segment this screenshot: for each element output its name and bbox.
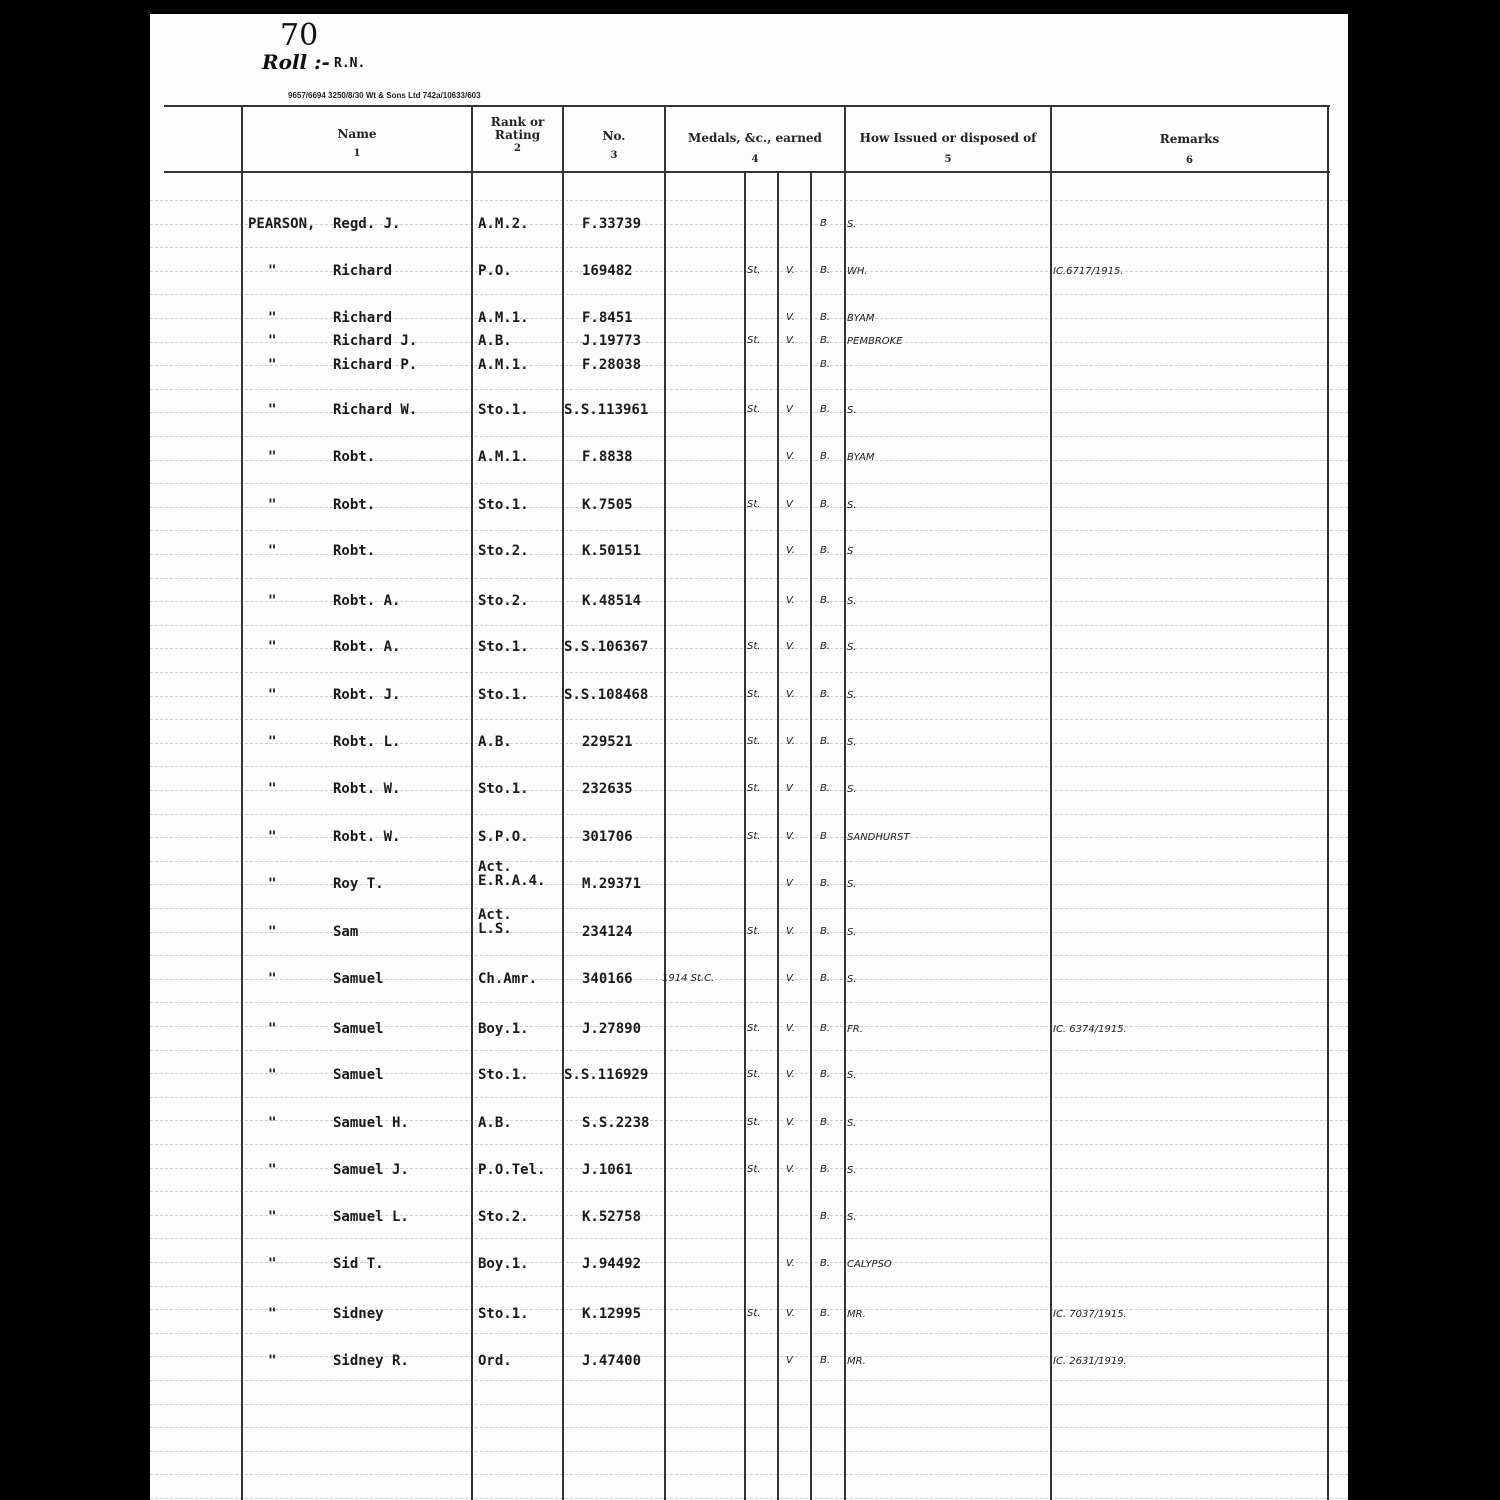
service-number-cell: 234124 bbox=[582, 924, 633, 940]
medal-victory-cell: V. bbox=[786, 1117, 795, 1128]
service-number-cell: J.19773 bbox=[582, 333, 642, 349]
medal-victory-cell: V. bbox=[786, 265, 795, 276]
top-border-line bbox=[164, 105, 1330, 107]
medal-victory-cell: V. bbox=[786, 641, 795, 652]
medal-note-cell: 1914 St.C. bbox=[662, 973, 715, 984]
issued-cell: FR. bbox=[847, 1024, 863, 1035]
surname-cell: " bbox=[268, 734, 277, 750]
medal-victory-cell: V. bbox=[786, 595, 795, 606]
medal-victory-cell: V. bbox=[786, 1164, 795, 1175]
surname-cell: " bbox=[268, 1067, 277, 1083]
ruled-line bbox=[150, 530, 1348, 532]
medal-victory-cell: V. bbox=[786, 1069, 795, 1080]
column-divider-medals bbox=[664, 105, 666, 1500]
surname-cell: " bbox=[268, 876, 277, 892]
surname-cell: PEARSON, bbox=[248, 216, 316, 232]
issued-cell: S. bbox=[847, 1070, 857, 1081]
service-number-cell: K.7505 bbox=[582, 497, 633, 513]
medal-british-cell: B. bbox=[820, 1117, 831, 1128]
ruled-line bbox=[150, 955, 1348, 957]
remarks-cell: IC. 6374/1915. bbox=[1053, 1024, 1127, 1035]
rank-cell: Act. bbox=[478, 859, 512, 875]
given-name-cell: Richard bbox=[333, 310, 393, 326]
rank-cell: Ord. bbox=[478, 1353, 512, 1369]
header-remarks-label: Remarks bbox=[1159, 132, 1220, 146]
ruled-line bbox=[150, 908, 1348, 910]
given-name-cell: Robt. W. bbox=[333, 781, 401, 797]
medal-british-cell: B. bbox=[820, 1069, 831, 1080]
service-number-cell: 340166 bbox=[582, 971, 633, 987]
surname-cell: " bbox=[268, 924, 277, 940]
rank-cell: Ch.Amr. bbox=[478, 971, 538, 987]
issued-cell: SANDHURST bbox=[847, 832, 910, 843]
rank-cell: Sto.2. bbox=[478, 543, 529, 559]
ruled-line bbox=[150, 436, 1348, 438]
medal-british-cell: B. bbox=[820, 595, 831, 606]
medal-victory-cell: V. bbox=[786, 1023, 795, 1034]
medal-british-cell: B. bbox=[820, 545, 831, 556]
service-number-cell: 232635 bbox=[582, 781, 633, 797]
column-divider-remarks bbox=[1050, 105, 1052, 1500]
remarks-cell: IC. 7037/1915. bbox=[1053, 1309, 1127, 1320]
medal-star-cell: St. bbox=[747, 926, 761, 937]
given-name-cell: Samuel bbox=[333, 1021, 384, 1037]
medal-victory-cell: V. bbox=[786, 689, 795, 700]
ruled-line bbox=[150, 1404, 1348, 1406]
given-name-cell: Samuel J. bbox=[333, 1162, 409, 1178]
medal-british-cell: B. bbox=[820, 404, 831, 415]
medal-british-cell: B. bbox=[820, 265, 831, 276]
ruled-line bbox=[150, 1144, 1348, 1146]
surname-cell: " bbox=[268, 333, 277, 349]
ruled-line bbox=[150, 554, 1348, 556]
medal-british-cell: B. bbox=[820, 312, 831, 323]
medal-star-cell: St. bbox=[747, 689, 761, 700]
given-name-cell: Robt. A. bbox=[333, 593, 401, 609]
medal-victory-cell: V. bbox=[786, 1308, 795, 1319]
rank-cell: S.P.O. bbox=[478, 829, 529, 845]
column-divider-no bbox=[562, 105, 564, 1500]
header-rank-number: 2 bbox=[514, 143, 521, 154]
ruled-line bbox=[150, 1356, 1348, 1358]
ruled-line bbox=[150, 979, 1348, 981]
given-name-cell: Richard bbox=[333, 263, 393, 279]
surname-cell: " bbox=[268, 310, 277, 326]
issued-cell: S. bbox=[847, 219, 857, 230]
roll-value: R.N. bbox=[334, 56, 366, 71]
medal-subcolumn-3 bbox=[810, 171, 812, 1500]
medal-victory-cell: V. bbox=[786, 1258, 795, 1269]
surname-cell: " bbox=[268, 829, 277, 845]
medal-victory-cell: V. bbox=[786, 335, 795, 346]
right-border-line bbox=[1327, 105, 1329, 1500]
rank-cell: P.O. bbox=[478, 263, 512, 279]
medal-british-cell: B. bbox=[820, 335, 831, 346]
issued-cell: S. bbox=[847, 974, 857, 985]
rank-cell: Sto.1. bbox=[478, 1067, 529, 1083]
service-number-cell: S.S.106367 bbox=[564, 639, 649, 655]
ruled-line bbox=[150, 1380, 1348, 1382]
issued-cell: S bbox=[847, 546, 854, 557]
service-number-cell: F.8451 bbox=[582, 310, 633, 326]
ruled-line bbox=[150, 1238, 1348, 1240]
rank-cell: Sto.1. bbox=[478, 781, 529, 797]
medal-british-cell: B. bbox=[820, 736, 831, 747]
header-remarks-number: 6 bbox=[1186, 155, 1193, 166]
ruled-line bbox=[150, 1262, 1348, 1264]
service-number-cell: 229521 bbox=[582, 734, 633, 750]
header-rank bbox=[473, 116, 562, 155]
medal-star-cell: St. bbox=[747, 641, 761, 652]
header-rank-label: Rank or Rating bbox=[490, 115, 545, 142]
rank-cell-line2: L.S. bbox=[478, 921, 512, 937]
surname-cell: " bbox=[268, 449, 277, 465]
medal-british-cell: B. bbox=[820, 1164, 831, 1175]
issued-cell: S. bbox=[847, 1118, 857, 1129]
header-issued-label: How Issued or disposed of bbox=[859, 131, 1037, 145]
ruled-line bbox=[150, 1474, 1348, 1476]
surname-cell: " bbox=[268, 639, 277, 655]
ruled-line bbox=[150, 247, 1348, 249]
medal-victory-cell: V bbox=[786, 499, 793, 510]
issued-cell: S. bbox=[847, 784, 857, 795]
given-name-cell: Roy T. bbox=[333, 876, 384, 892]
given-name-cell: Sidney R. bbox=[333, 1353, 409, 1369]
ruled-line bbox=[150, 224, 1348, 226]
printer-imprint: 9657/6694 3250/8/30 Wt & Sons Ltd 742a/10633/603 bbox=[288, 91, 481, 100]
given-name-cell: Regd. J. bbox=[333, 216, 401, 232]
header-issued bbox=[846, 132, 1050, 166]
issued-cell: S. bbox=[847, 596, 857, 607]
service-number-cell: 301706 bbox=[582, 829, 633, 845]
given-name-cell: Robt. L. bbox=[333, 734, 401, 750]
medal-subcolumn-1 bbox=[744, 171, 746, 1500]
header-medals bbox=[666, 132, 844, 166]
service-number-cell: K.12995 bbox=[582, 1306, 642, 1322]
service-number-cell: K.50151 bbox=[582, 543, 642, 559]
service-number-cell: F.33739 bbox=[582, 216, 642, 232]
medal-british-cell: B. bbox=[820, 973, 831, 984]
issued-cell: S. bbox=[847, 500, 857, 511]
medal-star-cell: St. bbox=[747, 265, 761, 276]
issued-cell: BYAM bbox=[847, 313, 875, 324]
surname-cell: " bbox=[268, 1162, 277, 1178]
issued-cell: S. bbox=[847, 1212, 857, 1223]
service-number-cell: J.47400 bbox=[582, 1353, 642, 1369]
medal-british-cell: B. bbox=[820, 641, 831, 652]
given-name-cell: Robt. bbox=[333, 543, 376, 559]
ruled-line bbox=[150, 601, 1348, 603]
ruled-line bbox=[150, 861, 1348, 863]
surname-cell: " bbox=[268, 1306, 277, 1322]
surname-cell: " bbox=[268, 1256, 277, 1272]
given-name-cell: Samuel bbox=[333, 971, 384, 987]
header-medals-label: Medals, &c., earned bbox=[688, 131, 822, 145]
surname-cell: " bbox=[268, 263, 277, 279]
service-number-cell: S.S.116929 bbox=[564, 1067, 649, 1083]
header-remarks bbox=[1052, 133, 1327, 167]
surname-cell: " bbox=[268, 1353, 277, 1369]
given-name-cell: Samuel H. bbox=[333, 1115, 409, 1131]
issued-cell: MR. bbox=[847, 1356, 866, 1367]
ruled-line bbox=[150, 814, 1348, 816]
service-number-cell: K.52758 bbox=[582, 1209, 642, 1225]
service-number-cell: S.S.2238 bbox=[582, 1115, 650, 1131]
rank-cell: Sto.2. bbox=[478, 593, 529, 609]
rank-cell: Sto.2. bbox=[478, 1209, 529, 1225]
service-number-cell: F.8838 bbox=[582, 449, 633, 465]
medal-british-cell: B. bbox=[820, 499, 831, 510]
surname-cell: " bbox=[268, 687, 277, 703]
ruled-line bbox=[150, 1215, 1348, 1217]
medal-star-cell: St. bbox=[747, 783, 761, 794]
surname-cell: " bbox=[268, 497, 277, 513]
issued-cell: S. bbox=[847, 737, 857, 748]
service-number-cell: J.1061 bbox=[582, 1162, 633, 1178]
ruled-line bbox=[150, 1451, 1348, 1453]
medal-victory-cell: V bbox=[786, 1355, 793, 1366]
rank-cell: Sto.1. bbox=[478, 639, 529, 655]
service-number-cell: J.94492 bbox=[582, 1256, 642, 1272]
service-number-cell: S.S.108468 bbox=[564, 687, 649, 703]
rank-cell: Sto.1. bbox=[478, 402, 529, 418]
rank-cell: Sto.1. bbox=[478, 497, 529, 513]
rank-cell: A.B. bbox=[478, 1115, 512, 1131]
issued-cell: WH. bbox=[847, 266, 868, 277]
medal-victory-cell: V. bbox=[786, 736, 795, 747]
issued-cell: PEMBROKE bbox=[847, 336, 903, 347]
folio-number: 70 bbox=[280, 18, 319, 53]
ruled-line bbox=[150, 1050, 1348, 1052]
ruled-line bbox=[150, 365, 1348, 367]
rank-cell: Sto.1. bbox=[478, 687, 529, 703]
medal-star-cell: St. bbox=[747, 1117, 761, 1128]
rank-cell: A.M.1. bbox=[478, 449, 529, 465]
column-divider-name bbox=[241, 105, 243, 1500]
header-name-label: Name bbox=[337, 127, 377, 141]
medal-british-cell: B. bbox=[820, 783, 831, 794]
ruled-line bbox=[150, 1286, 1348, 1288]
medal-victory-cell: V bbox=[786, 404, 793, 415]
medal-victory-cell: V. bbox=[786, 831, 795, 842]
column-divider-issued bbox=[844, 105, 846, 1500]
service-number-cell: M.29371 bbox=[582, 876, 642, 892]
given-name-cell: Sidney bbox=[333, 1306, 384, 1322]
ruled-line bbox=[150, 318, 1348, 320]
ruled-line bbox=[150, 200, 1348, 202]
medal-victory-cell: V. bbox=[786, 312, 795, 323]
remarks-cell: IC. 2631/1919. bbox=[1053, 1356, 1127, 1367]
medal-star-cell: St. bbox=[747, 831, 761, 842]
issued-cell: CALYPSO bbox=[847, 1259, 892, 1270]
rank-cell: A.M.1. bbox=[478, 357, 529, 373]
ruled-line bbox=[150, 1427, 1348, 1429]
surname-cell: " bbox=[268, 971, 277, 987]
medal-star-cell: St. bbox=[747, 1069, 761, 1080]
rank-cell: A.M.2. bbox=[478, 216, 529, 232]
header-name-number: 1 bbox=[353, 148, 361, 159]
ruled-line bbox=[150, 884, 1348, 886]
column-divider-rank bbox=[471, 105, 473, 1500]
given-name-cell: Samuel L. bbox=[333, 1209, 409, 1225]
issued-cell: MR. bbox=[847, 1309, 866, 1320]
medal-british-cell: B. bbox=[820, 1258, 831, 1269]
given-name-cell: Samuel bbox=[333, 1067, 384, 1083]
service-number-cell: J.27890 bbox=[582, 1021, 642, 1037]
rank-cell: Sto.1. bbox=[478, 1306, 529, 1322]
medal-star-cell: St. bbox=[747, 404, 761, 415]
medal-british-cell: B. bbox=[820, 689, 831, 700]
surname-cell: " bbox=[268, 402, 277, 418]
given-name-cell: Robt. J. bbox=[333, 687, 401, 703]
rank-cell: A.M.1. bbox=[478, 310, 529, 326]
given-name-cell: Sid T. bbox=[333, 1256, 384, 1272]
issued-cell: S. bbox=[847, 642, 857, 653]
given-name-cell: Richard W. bbox=[333, 402, 418, 418]
given-name-cell: Richard J. bbox=[333, 333, 418, 349]
header-no bbox=[564, 130, 664, 162]
medal-victory-cell: V. bbox=[786, 451, 795, 462]
ruled-line bbox=[150, 389, 1348, 391]
medal-british-cell: B. bbox=[820, 451, 831, 462]
issued-cell: S. bbox=[847, 405, 857, 416]
issued-cell: S. bbox=[847, 1165, 857, 1176]
ruled-line bbox=[150, 483, 1348, 485]
ruled-line bbox=[150, 578, 1348, 580]
service-number-cell: S.S.113961 bbox=[564, 402, 649, 418]
rank-cell: Act. bbox=[478, 907, 512, 923]
rank-cell-line2: E.R.A.4. bbox=[478, 873, 546, 889]
medal-star-cell: St. bbox=[747, 736, 761, 747]
issued-cell: S. bbox=[847, 879, 857, 890]
header-medals-number: 4 bbox=[751, 154, 759, 165]
rank-cell: A.B. bbox=[478, 734, 512, 750]
ruled-line bbox=[150, 719, 1348, 721]
rank-cell: Boy.1. bbox=[478, 1021, 529, 1037]
medal-victory-cell: V bbox=[786, 878, 793, 889]
medal-british-cell: B. bbox=[820, 359, 831, 370]
header-bottom-line bbox=[164, 171, 1330, 173]
medal-victory-cell: V bbox=[786, 783, 793, 794]
medal-subcolumn-2 bbox=[777, 171, 779, 1500]
rank-cell: Boy.1. bbox=[478, 1256, 529, 1272]
given-name-cell: Sam bbox=[333, 924, 359, 940]
medal-victory-cell: V. bbox=[786, 973, 795, 984]
medal-star-cell: St. bbox=[747, 335, 761, 346]
header-name bbox=[243, 128, 471, 160]
service-number-cell: F.28038 bbox=[582, 357, 642, 373]
surname-cell: " bbox=[268, 1209, 277, 1225]
ruled-line bbox=[150, 672, 1348, 674]
medal-british-cell: B. bbox=[820, 1211, 831, 1222]
medal-star-cell: St. bbox=[747, 1023, 761, 1034]
ruled-line bbox=[150, 1002, 1348, 1004]
medal-british-cell: B bbox=[820, 831, 827, 842]
given-name-cell: Robt. bbox=[333, 449, 376, 465]
given-name-cell: Robt. A. bbox=[333, 639, 401, 655]
issued-cell: BYAM bbox=[847, 452, 875, 463]
medal-victory-cell: V. bbox=[786, 545, 795, 556]
service-number-cell: K.48514 bbox=[582, 593, 642, 609]
rank-cell: A.B. bbox=[478, 333, 512, 349]
given-name-cell: Robt. bbox=[333, 497, 376, 513]
medal-victory-cell: V. bbox=[786, 926, 795, 937]
rank-cell: P.O.Tel. bbox=[478, 1162, 546, 1178]
issued-cell: S. bbox=[847, 690, 857, 701]
ruled-line bbox=[150, 1191, 1348, 1193]
given-name-cell: Robt. W. bbox=[333, 829, 401, 845]
ruled-line bbox=[150, 460, 1348, 462]
medal-british-cell: B bbox=[820, 218, 827, 229]
ruled-line bbox=[150, 625, 1348, 627]
medal-british-cell: B. bbox=[820, 1355, 831, 1366]
medal-british-cell: B. bbox=[820, 1023, 831, 1034]
ruled-line bbox=[150, 294, 1348, 296]
medal-british-cell: B. bbox=[820, 878, 831, 889]
surname-cell: " bbox=[268, 1115, 277, 1131]
medal-star-cell: St. bbox=[747, 1308, 761, 1319]
surname-cell: " bbox=[268, 781, 277, 797]
ruled-line bbox=[150, 1333, 1348, 1335]
roll-label: Roll :- bbox=[262, 50, 330, 74]
service-number-cell: 169482 bbox=[582, 263, 633, 279]
medal-british-cell: B. bbox=[820, 1308, 831, 1319]
header-no-number: 3 bbox=[610, 150, 618, 161]
roll-sheet bbox=[150, 14, 1348, 1500]
medal-british-cell: B. bbox=[820, 926, 831, 937]
ruled-line bbox=[150, 766, 1348, 768]
remarks-cell: IC.6717/1915. bbox=[1053, 266, 1124, 277]
issued-cell: S. bbox=[847, 927, 857, 938]
surname-cell: " bbox=[268, 357, 277, 373]
surname-cell: " bbox=[268, 543, 277, 559]
surname-cell: " bbox=[268, 593, 277, 609]
medal-star-cell: St. bbox=[747, 499, 761, 510]
medal-star-cell: St. bbox=[747, 1164, 761, 1175]
header-no-label: No. bbox=[602, 129, 626, 143]
ruled-line bbox=[150, 1097, 1348, 1099]
surname-cell: " bbox=[268, 1021, 277, 1037]
header-issued-number: 5 bbox=[944, 154, 952, 165]
given-name-cell: Richard P. bbox=[333, 357, 418, 373]
